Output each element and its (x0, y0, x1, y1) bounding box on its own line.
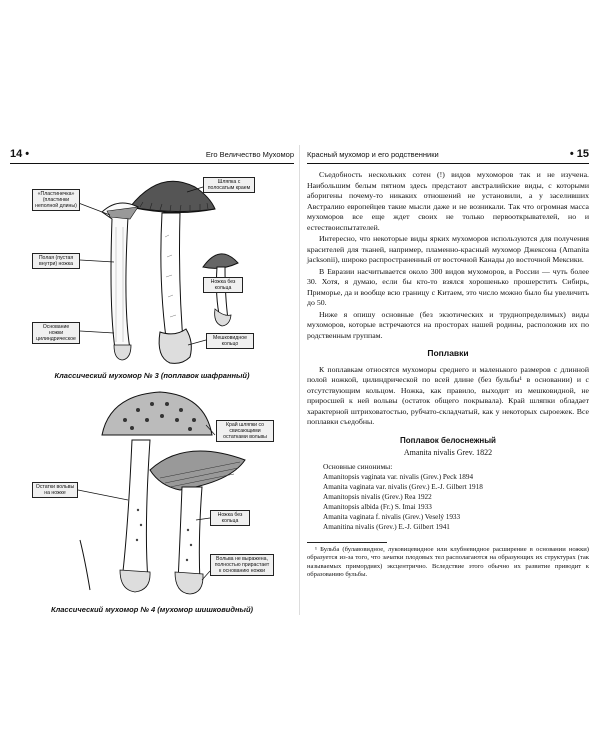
label-volva-fused: Вольва не выражена, полностью прирастает к основанию ножки (210, 554, 274, 576)
synonym-item: Amanitina nivalis (Grev.) E.-J. Gilbert 1941 (323, 522, 450, 531)
right-page-body (307, 170, 589, 580)
label-stem-no-ring: Ножка без кольца (203, 277, 243, 293)
synonym-item: Amanitopsis albida (Fr.) S. Imai 1933 (323, 502, 432, 511)
label-hollow-stem: Полая (пустая внутри) ножка (32, 253, 80, 269)
paragraph-4: Ниже я опишу основные (без экзотических и труднопределимых) виды мухоморов, которые встречаются на просторах нашей родины, расположив их по родственным группам. (307, 309, 589, 340)
species-title: Поплавок белоснежный (400, 435, 496, 445)
footnote-rule (307, 542, 387, 543)
synonym-item: Amanita vaginata f. nivalis (Grev.) Veselý 1933 (323, 512, 461, 521)
synonym-item: Amanita vaginata var. nivalis (Grev.) E.-J. Gilbert 1918 (323, 482, 483, 491)
label-saccate-volva: Мешковидное кольцо (206, 333, 254, 349)
book-gutter (299, 145, 300, 615)
figure-mushroom-3 (10, 167, 294, 367)
running-title-left: Его Величество Мухомор (205, 150, 294, 159)
running-title-right: Красный мухомор и его родственники (307, 150, 439, 159)
synonym-item: Amanitopsis vaginata var. nivalis (Grev.) Peck 1894 (323, 472, 474, 481)
label-striate-cap: Шляпка с полосатым краем (203, 177, 255, 193)
page-number-right: • 15 (569, 148, 589, 160)
figure-caption-3: Классический мухомор № 3 (поплавок шафранный) (54, 371, 250, 380)
label-cylindrical-base: Основание ножки цилиндрическое (32, 322, 80, 344)
label-cap-edge-remnants: Край шляпки со свисающими остатками вольвы (216, 420, 274, 442)
footnote: ¹ Бульба (булавовидное, луковицевидное или клубневидное расширение в основании ножки) образуется из-за того, что зачатки плодовых тел располагаются на образующих их структурах (так называемых примордиях) эксцентрично. Вследствие этого обычно их развитие приводит к образованию бульбы. (307, 545, 589, 579)
species-latin-name: Amanita nivalis Grev. 1822 (403, 448, 493, 457)
label-lamellulae: «Пластинечка» (пластинки неполной длины) (32, 189, 80, 211)
section-title: Поплавки (427, 348, 469, 358)
right-page-header (307, 150, 589, 164)
figure-caption-4: Классический мухомор № 4 (мухомор шишковидный) (50, 605, 254, 614)
paragraph-3: В Евразии насчитывается около 300 видов мухоморов, в России — чуть более 30. Хотя, я думаю, если бы кто-то взялся хорошенько прошерстить Сибирь, Приморье, да и вообще всю границу с Китаем, это число можно было бы увеличить до 50. (307, 266, 589, 307)
label-volva-remnants: Остатки вольвы на ножке (32, 482, 78, 498)
left-page-header (10, 150, 294, 164)
synonym-item: Amanitopsis nivalis (Grev.) Rea 1922 (323, 492, 432, 501)
label-stem-no-ring-2: Ножка без кольца (210, 510, 250, 526)
page-number-left: 14 • (10, 148, 30, 160)
paragraph-2: Интересно, что некоторые виды ярких мухоморов используются для получения красителей для тканей, например, пламенно-красный мухомор Джексона (Amanita jacksonii), широко распространенный от восточной Канады до восточной Мексики. (307, 234, 589, 264)
section-paragraph: К поплавкам относятся мухоморы среднего и маленького размеров с длинной полой ножкой, цилиндрической по всей длине (без бульбы¹ в основании) и с отсутствующим кольцом. Ножка, как правило, выходит из мешковидной, не приросшей к ней вольвы (остаток общего покрывала). Край шляпки обладает характерной штриховатостью, рубчато-складчатый, как у некоторых сыроежек. Все поплавки съедобны. (307, 364, 589, 426)
synonyms-heading: Основные синонимы: (323, 461, 393, 471)
figure-mushroom-4 (10, 390, 294, 600)
paragraph-1: Съедобность нескольких сотен (!) видов мухоморов так и не изучена. Наибольшим белым пятном здесь предстают австралийские виды, с которыми аборигены почему-то никаких отношений не установили, а у заселивших Австралию европейцев такие мысли даже и не возникали. Так что огромная масса мухоморов все еще ждет своих не только первооткрывателей, но и естествоиспытателей. (307, 170, 589, 232)
